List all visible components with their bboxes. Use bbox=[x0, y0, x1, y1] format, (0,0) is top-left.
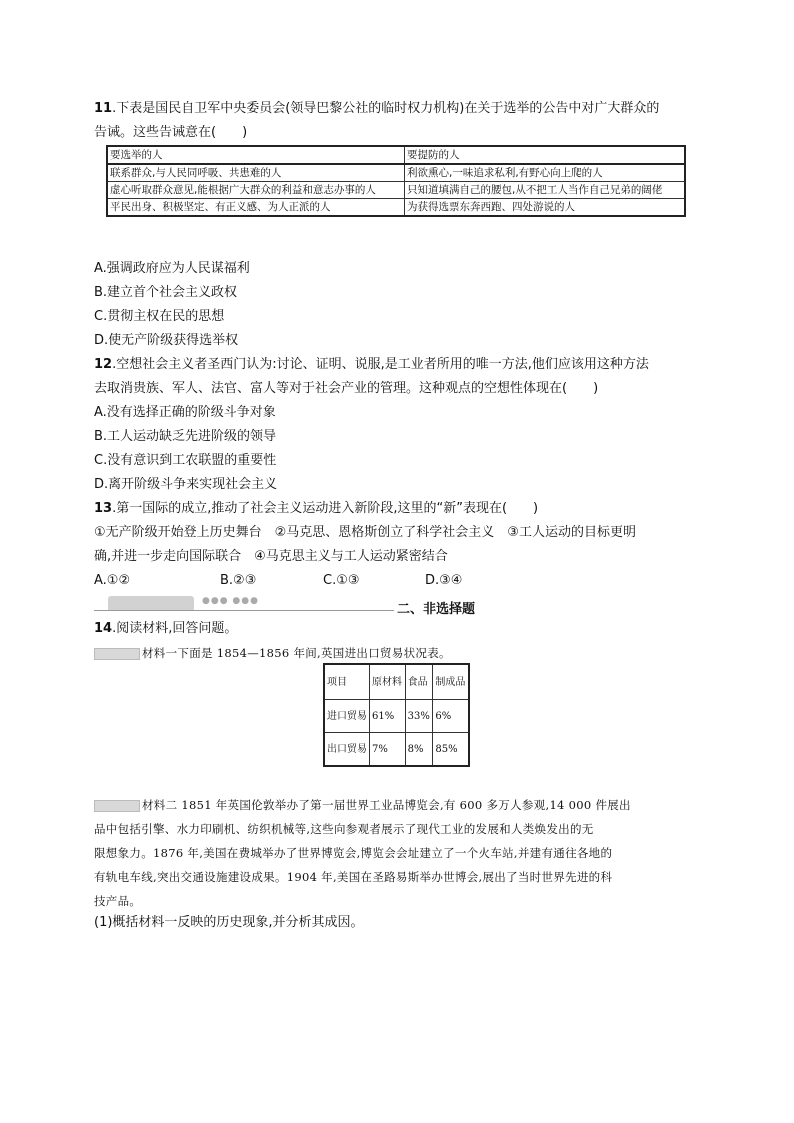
q14-subquestion-1: (1)概括材料一反映的历史现象,并分析其成因。 bbox=[94, 915, 364, 930]
table-cell: 61% bbox=[370, 700, 406, 733]
table-row bbox=[107, 164, 685, 182]
table-cell: 只知道填满自己的腰包,从不把工人当作自己兄弟的阔佬 bbox=[405, 182, 686, 199]
q12-option-d: D.离开阶级斗争来实现社会主义 bbox=[94, 477, 278, 492]
table-cell: 出口贸易 bbox=[324, 733, 370, 767]
material-label-box bbox=[94, 648, 140, 660]
table-cell: 8% bbox=[405, 733, 433, 767]
section-tab bbox=[108, 596, 194, 610]
q11-option-c: C.贯彻主权在民的思想 bbox=[94, 309, 225, 324]
q13-number: 13 bbox=[94, 501, 113, 516]
q11-option-d: D.使无产阶级获得选举权 bbox=[94, 333, 239, 348]
table-cell: 虚心听取群众意见,能根据广大群众的利益和意志办事的人 bbox=[107, 182, 405, 199]
section-dots: ●●● ●●● bbox=[202, 596, 259, 606]
table-cell: 6% bbox=[433, 700, 469, 733]
table-cell: 为获得选票东奔西跑、四处游说的人 bbox=[405, 199, 686, 217]
table-header-cell: 要提防的人 bbox=[405, 146, 686, 164]
q14-material2-line2: 品中包括引擎、水力印刷机、纺织机械等,这些向参观者展示了现代工业的发展和人类焕发出的无 bbox=[94, 822, 594, 836]
q13-stem-line1: 13.第一国际的成立,推动了社会主义运动进入新阶段,这里的“新”表现在( ) bbox=[94, 501, 539, 516]
table-header-cell: 要选举的人 bbox=[107, 146, 405, 164]
q14-stem: 14.阅读材料,回答问题。 bbox=[94, 621, 238, 636]
material-label-box bbox=[94, 800, 140, 812]
table-row bbox=[107, 199, 685, 217]
q11-option-a: A.强调政府应为人民谋福利 bbox=[94, 261, 250, 276]
table-row bbox=[324, 700, 469, 733]
table-cell: 平民出身、积极坚定、有正义感、为人正派的人 bbox=[107, 199, 405, 217]
q14-trade-table bbox=[323, 663, 470, 767]
q13-option-a: A.①② bbox=[94, 573, 131, 588]
q11-stem-line2: 告诫。这些告诫意在( ) bbox=[94, 125, 248, 140]
q11-number: 11 bbox=[94, 101, 113, 116]
table-cell: 85% bbox=[433, 733, 469, 767]
table-header-row bbox=[324, 664, 469, 700]
q13-stem-line3: 确,并进一步走向国际联合 ④马克思主义与工人运动紧密结合 bbox=[94, 549, 448, 564]
q13-option-d: D.③④ bbox=[425, 573, 463, 588]
q14-number: 14 bbox=[94, 621, 113, 636]
q14-material1: 材料一下面是 1854—1856 年间,英国进出口贸易状况表。 bbox=[94, 644, 451, 662]
table-cell: 利欲熏心,一味追求私利,有野心向上爬的人 bbox=[405, 164, 686, 182]
table-cell: 7% bbox=[370, 733, 406, 767]
table-row bbox=[324, 733, 469, 767]
q12-stem-line1: 12.空想社会主义者圣西门认为:讨论、证明、说服,是工业者所用的唯一方法,他们应该用这种方法 bbox=[94, 357, 649, 372]
q13-stem-line2: ①无产阶级开始登上历史舞台 ②马克思、恩格斯创立了科学社会主义 ③工人运动的目标更明 bbox=[94, 525, 636, 540]
table-cell: 33% bbox=[405, 700, 433, 733]
q11-option-b: B.建立首个社会主义政权 bbox=[94, 285, 238, 300]
table-header-cell: 食品 bbox=[405, 664, 433, 700]
q12-option-c: C.没有意识到工农联盟的重要性 bbox=[94, 453, 277, 468]
q12-number: 12 bbox=[94, 357, 113, 372]
table-header-row bbox=[107, 146, 685, 164]
table-header-cell: 项目 bbox=[324, 664, 370, 700]
table-cell: 联系群众,与人民同呼吸、共患难的人 bbox=[107, 164, 405, 182]
q13-option-b: B.②③ bbox=[220, 573, 257, 588]
q12-stem-line2: 去取消贵族、军人、法官、富人等对于社会产业的管理。这种观点的空想性体现在( ) bbox=[94, 381, 599, 396]
q13-option-c: C.①③ bbox=[323, 573, 360, 588]
q14-material2-line4: 有轨电车线,突出交通设施建设成果。1904 年,美国在圣路易斯举办世博会,展出了当时世界先进的科 bbox=[94, 870, 613, 884]
q11-table bbox=[106, 145, 686, 217]
q12-option-b: B.工人运动缺乏先进阶级的领导 bbox=[94, 429, 277, 444]
section-header bbox=[94, 596, 694, 616]
q14-material2-line5: 技产品。 bbox=[94, 894, 142, 908]
table-header-cell: 制成品 bbox=[433, 664, 469, 700]
q12-option-a: A.没有选择正确的阶级斗争对象 bbox=[94, 405, 276, 420]
table-row bbox=[107, 182, 685, 199]
table-header-cell: 原材料 bbox=[370, 664, 406, 700]
q11-stem-line1: 11.下表是国民自卫军中央委员会(领导巴黎公社的临时权力机构)在关于选举的公告中对广大群众的 bbox=[94, 101, 660, 116]
section-title: 二、非选择题 bbox=[397, 602, 476, 617]
q14-material2-line3: 限想象力。1876 年,美国在费城举办了世界博览会,博览会会址建立了一个火车站,并建有通往各地的 bbox=[94, 846, 613, 860]
table-cell: 进口贸易 bbox=[324, 700, 370, 733]
section-divider bbox=[94, 610, 394, 611]
q14-material2-line1: 材料二 1851 年英国伦敦举办了第一届世界工业品博览会,有 600 多万人参观,14 000 件展出 bbox=[94, 796, 631, 814]
